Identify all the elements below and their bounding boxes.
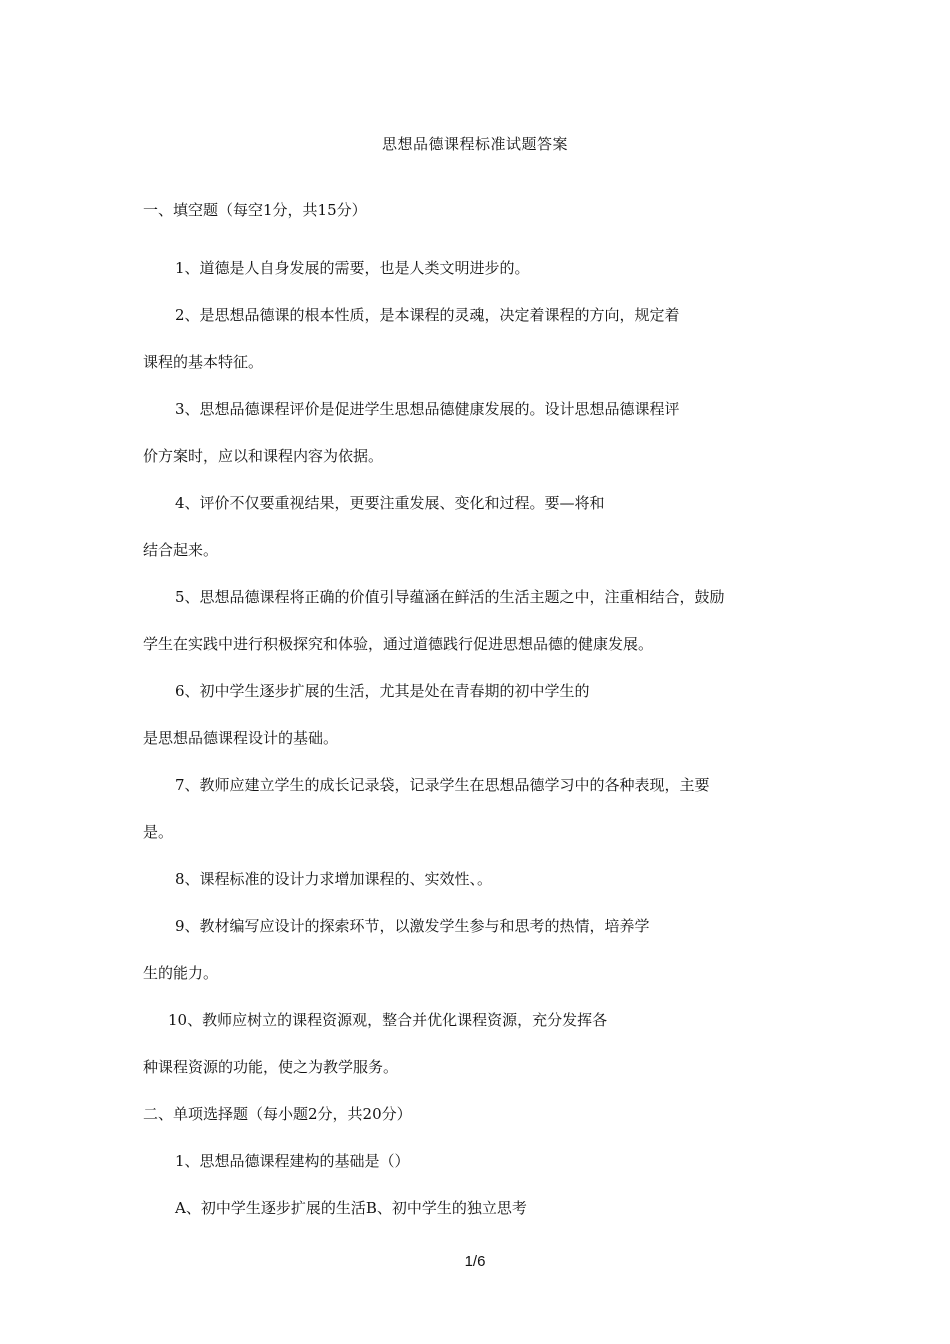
question-3-line-2: 价方案时，应以和课程内容为依据。 — [143, 447, 384, 465]
question-9-line-1: 9、教材编写应设计的探索环节，以激发学生参与和思考的热情，培养学 — [175, 917, 650, 935]
section-heading-fill-in: 一、填空题（每空1分，共15分） — [143, 201, 367, 219]
question-1: 1、道德是人自身发展的需要，也是人类文明进步的。 — [175, 259, 530, 277]
question-7-line-2: 是。 — [143, 823, 174, 841]
question-4-line-1: 4、评价不仅要重视结果，更要注重发展、变化和过程。要—将和 — [175, 494, 605, 512]
question-5-line-1: 5、思想品德课程将正确的价值引导蕴涵在鲜活的生活主题之中，注重相结合，鼓励 — [175, 588, 725, 606]
question-10-line-2: 种课程资源的功能，使之为教学服务。 — [143, 1058, 399, 1076]
question-9-line-2: 生的能力。 — [143, 964, 219, 982]
question-10-line-1: 10、教师应树立的课程资源观，整合并优化课程资源，充分发挥各 — [168, 1011, 608, 1029]
question-7-line-1: 7、教师应建立学生的成长记录袋，记录学生在思想品德学习中的各种表现，主要 — [175, 776, 710, 794]
question-3-line-1: 3、思想品德课程评价是促进学生思想品德健康发展的。设计思想品德课程评 — [175, 400, 680, 418]
document-title: 思想品德课程标准试题答案 — [381, 135, 568, 153]
question-4-line-2: 结合起来。 — [143, 541, 219, 559]
page-number: 1/6 — [464, 1253, 486, 1270]
question-2-line-2: 课程的基本特征。 — [143, 353, 264, 371]
mc-question-1-options: A、初中学生逐步扩展的生活B、初中学生的独立思考 — [175, 1199, 527, 1217]
question-5-line-2: 学生在实践中进行积极探究和体验，通过道德践行促进思想品德的健康发展。 — [143, 635, 654, 653]
mc-question-1: 1、思想品德课程建构的基础是（） — [175, 1152, 410, 1170]
question-6-line-2: 是思想品德课程设计的基础。 — [143, 729, 339, 747]
question-2-line-1: 2、是思想品德课的根本性质，是本课程的灵魂，决定着课程的方向，规定着 — [175, 306, 680, 324]
question-8: 8、课程标准的设计力求增加课程的、实效性、。 — [175, 870, 493, 888]
question-6-line-1: 6、初中学生逐步扩展的生活，尤其是处在青春期的初中学生的 — [175, 682, 590, 700]
section-heading-multiple-choice: 二、单项选择题（每小题2分，共20分） — [143, 1105, 412, 1123]
